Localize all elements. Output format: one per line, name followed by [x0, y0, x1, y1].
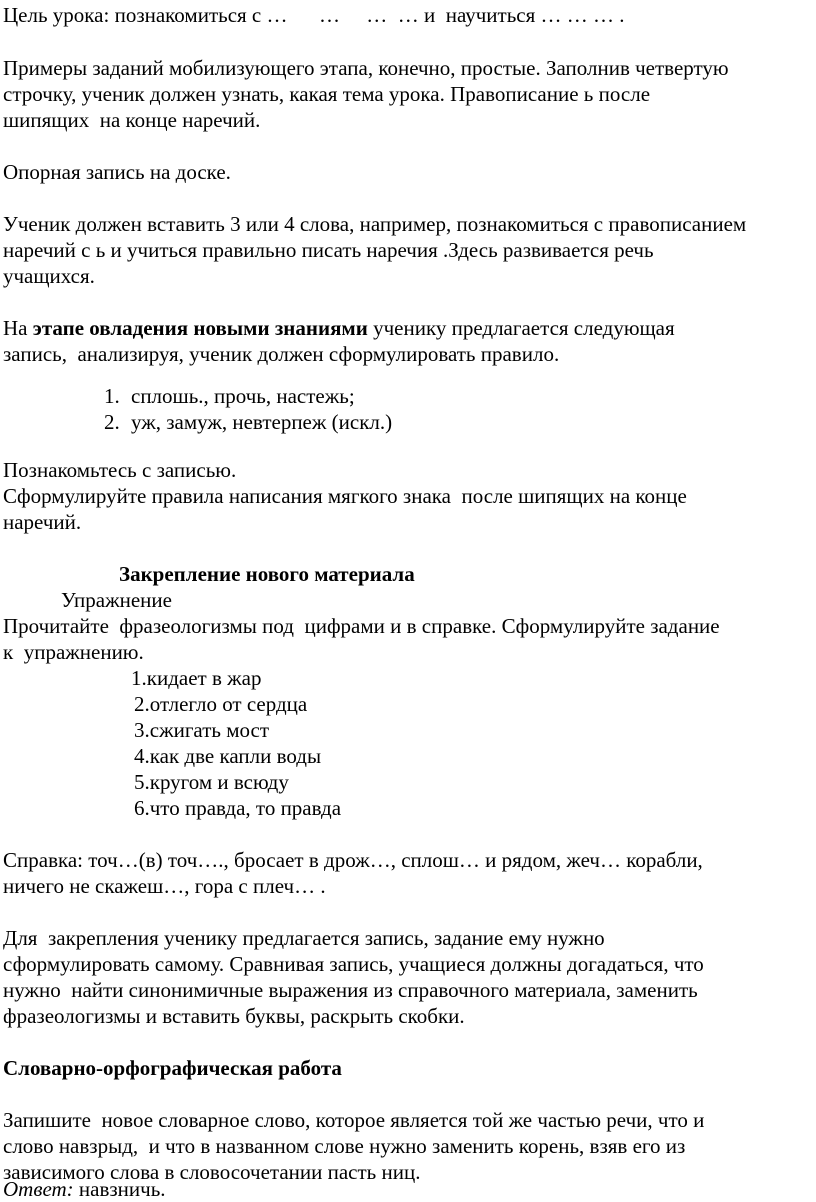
paragraph-line: слово навзрыд, и что в названном слове нужно заменить корень, взяв его из [3, 1134, 686, 1158]
instruction-line: Познакомьтесь с записью. [3, 458, 237, 482]
answer-label: Ответ: [3, 1177, 74, 1201]
list-item-text: уж, замуж, невтерпеж (искл.) [131, 410, 393, 434]
paragraph-line: учащихся. [3, 264, 95, 288]
paragraph-line: Примеры заданий мобилизующего этапа, конечно, простые. Заполнив четвертую [3, 56, 729, 80]
list-item-number: 1. [104, 384, 120, 408]
paragraph-line: Для закрепления ученику предлагается запись, задание ему нужно [3, 926, 605, 950]
exercise-label: Упражнение [61, 588, 172, 612]
list-item-number: 2. [104, 410, 120, 434]
phrase-item: 3.сжигать мост [134, 718, 270, 742]
stage-bold-phrase: этапе овладения новыми знаниями [32, 316, 368, 340]
section-title-consolidation: Закрепление нового материала [119, 562, 415, 586]
paragraph-line: шипящих на конце наречий. [3, 108, 261, 132]
board-note-line: Опорная запись на доске. [3, 160, 231, 184]
list-item-text: сплошь., прочь, настежь; [131, 384, 355, 408]
paragraph-line: наречий с ь и учиться правильно писать наречия .Здесь развивается речь [3, 238, 654, 262]
paragraph-line: Запишите новое словарное слово, которое является той же частью речи, что и [3, 1108, 705, 1132]
paragraph-line: запись, анализируя, ученик должен сформулировать правило. [3, 342, 560, 366]
stage-paragraph-line [3, 315, 675, 341]
instruction-line: наречий. [3, 510, 82, 534]
stage-prefix: На [3, 316, 33, 340]
phrase-item: 5.кругом и всюду [134, 770, 289, 794]
reference-line: ничего не скажеш…, гора с плеч… . [3, 874, 326, 898]
paragraph-line: Ученик должен вставить 3 или 4 слова, например, познакомиться с правописанием [3, 212, 747, 236]
stage-suffix: ученику предлагается следующая [367, 316, 675, 340]
phrase-item: 4.как две капли воды [134, 744, 322, 768]
paragraph-line: фразеологизмы и вставить буквы, раскрыть скобки. [3, 1004, 465, 1028]
answer-line [3, 1176, 166, 1202]
section-title-vocabulary: Словарно-орфографическая работа [3, 1056, 342, 1080]
paragraph-line: сформулировать самому. Сравнивая запись, учащиеся должны догадаться, что [3, 952, 704, 976]
exercise-task-line: к упражнению. [3, 640, 144, 664]
exercise-task-line: Прочитайте фразеологизмы под цифрами и в справке. Сформулируйте задание [3, 614, 720, 638]
answer-value: навзничь. [73, 1177, 166, 1201]
lesson-goal-line: Цель урока: познакомиться с … … … … и научиться … … … . [3, 3, 625, 27]
phrase-item: 2.отлегло от сердца [134, 692, 308, 716]
phrase-item: 6.что правда, то правда [134, 796, 342, 820]
reference-line: Справка: точ…(в) точ…., бросает в дрож…, сплош… и рядом, жеч… корабли, [3, 848, 703, 872]
instruction-line: Сформулируйте правила написания мягкого знака после шипящих на конце [3, 484, 687, 508]
phrase-item: 1.кидает в жар [131, 666, 262, 690]
paragraph-line: нужно найти синонимичные выражения из справочного материала, заменить [3, 978, 698, 1002]
paragraph-line: строчку, ученик должен узнать, какая тема урока. Правописание ь после [3, 82, 651, 106]
paragraph-line: зависимого слова в словосочетании пасть ниц. [3, 1160, 421, 1184]
